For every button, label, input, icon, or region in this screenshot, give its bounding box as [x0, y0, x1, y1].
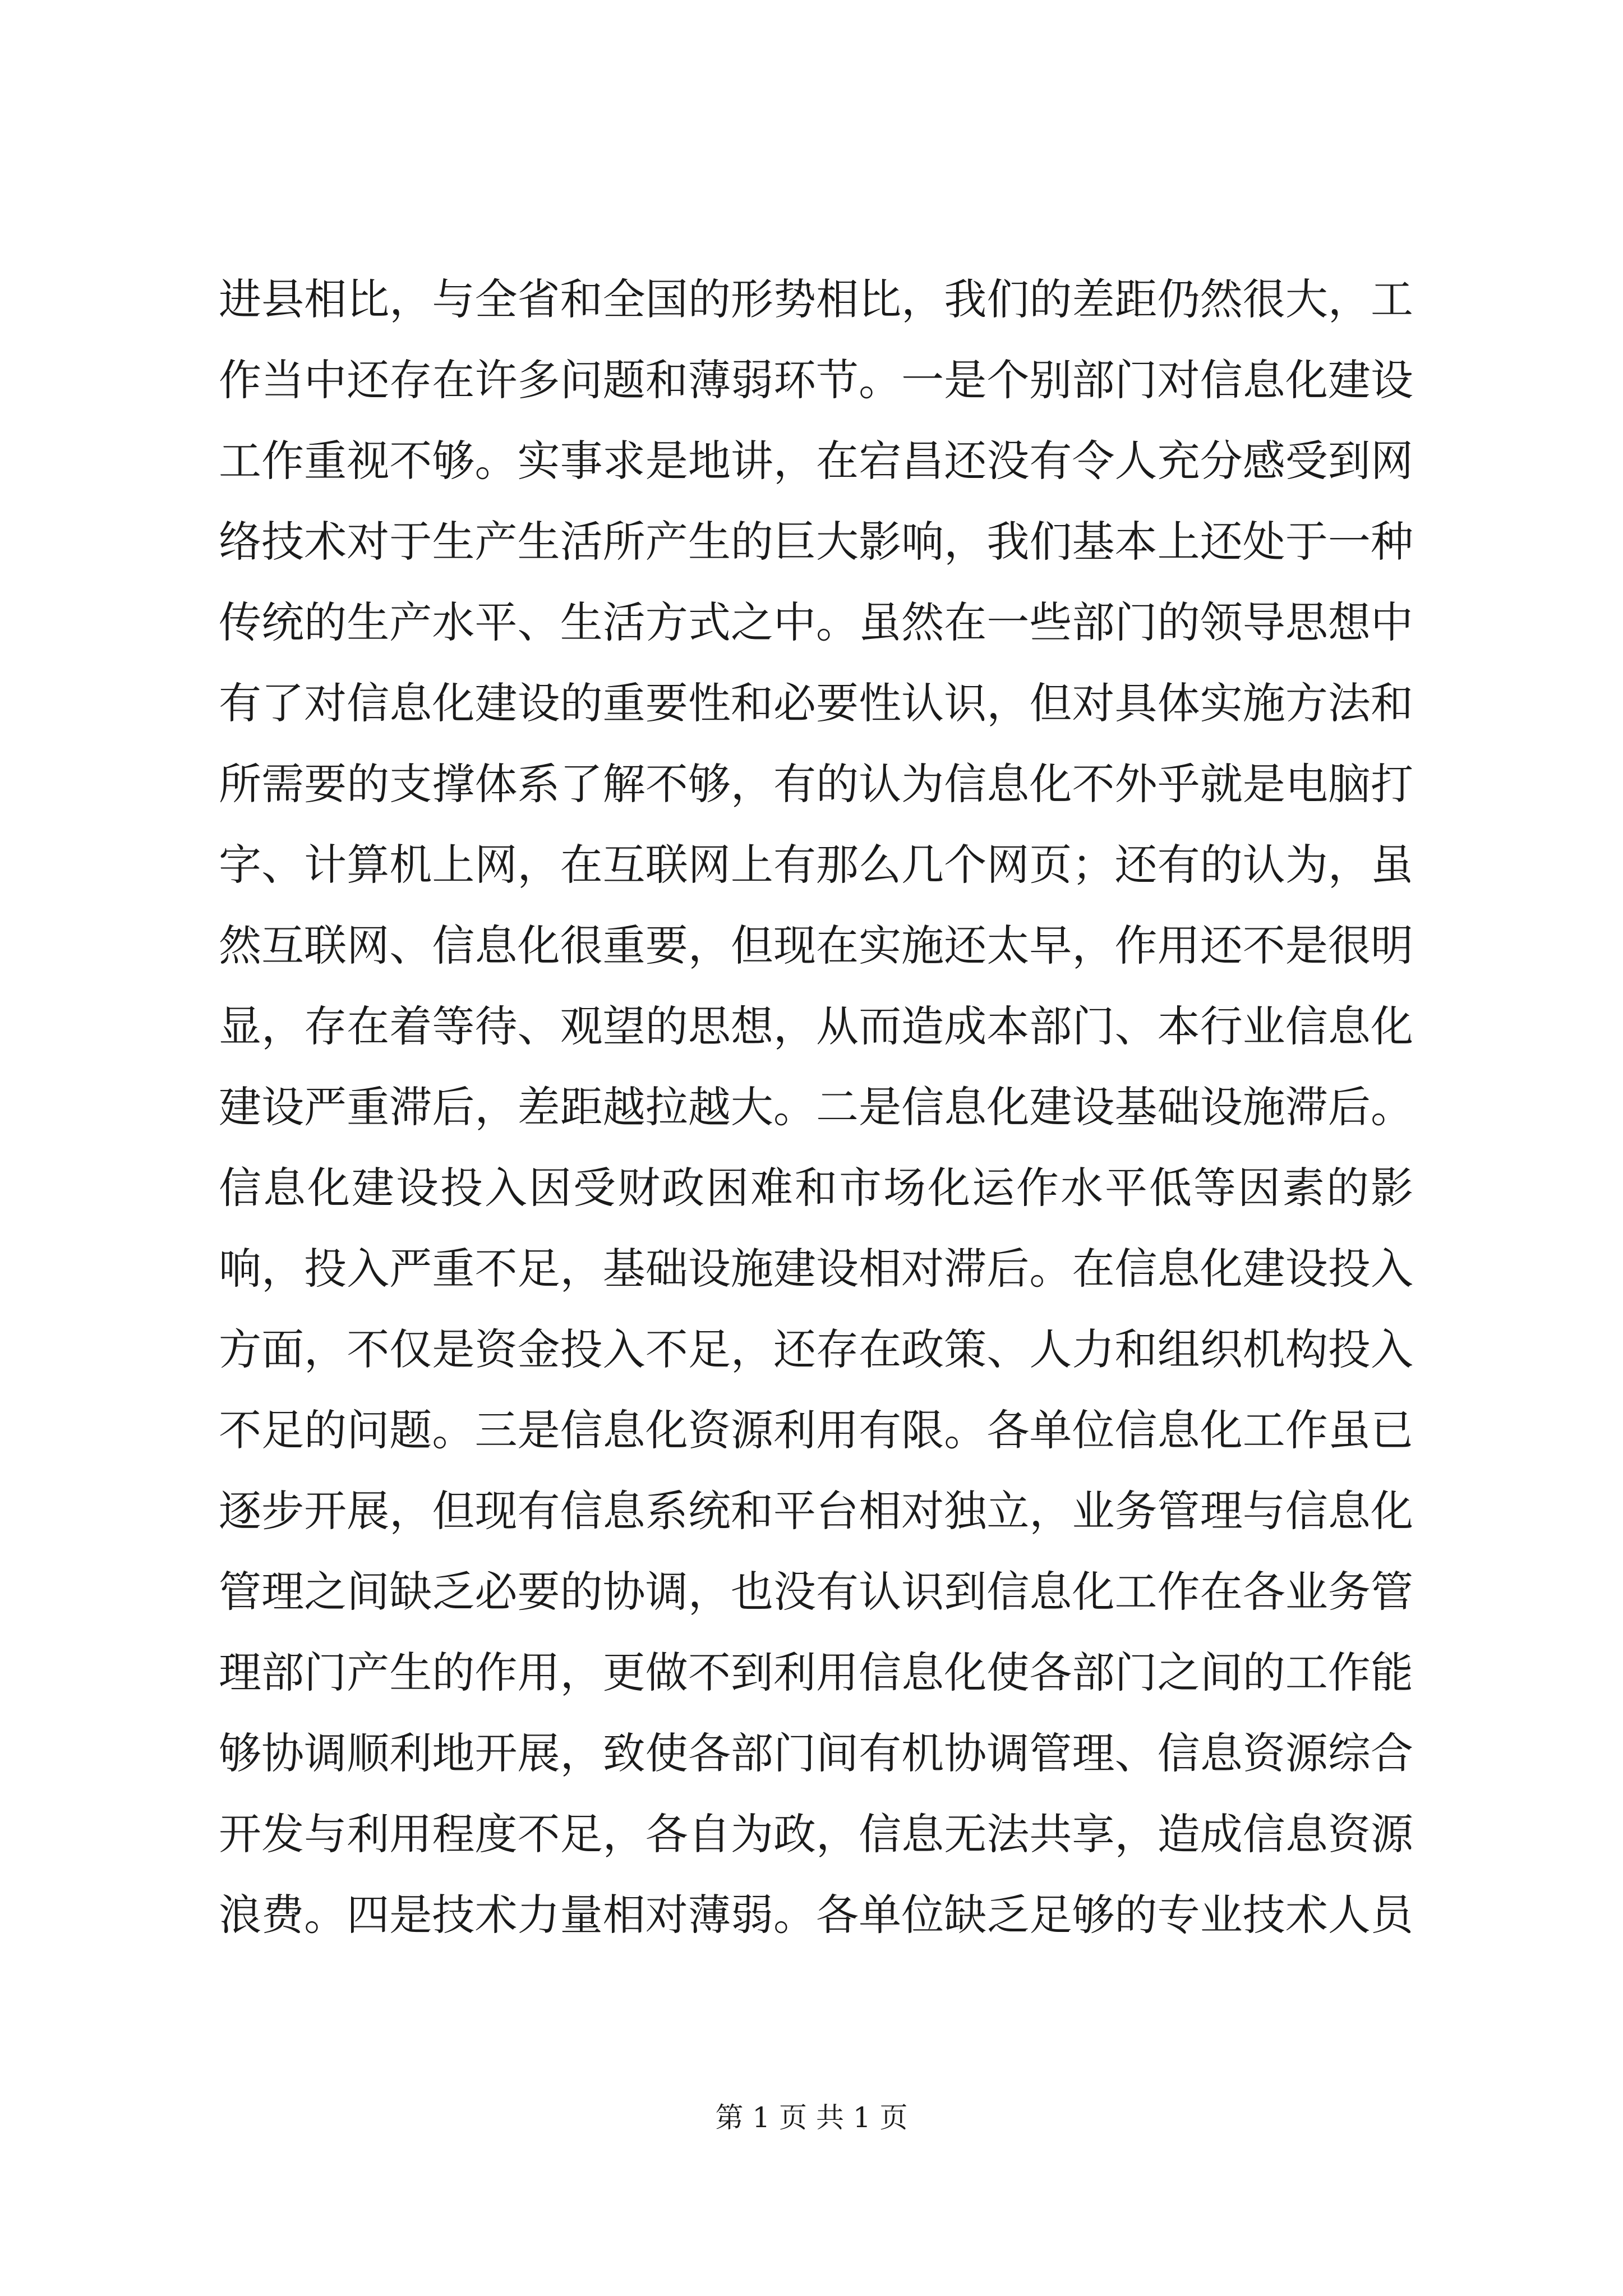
text-line: 够协调顺利地开展，致使各部门间有机协调管理、信息资源综合	[219, 1728, 1413, 1778]
text-line: 然互联网、信息化很重要，但现在实施还太早，作用还不是很明	[219, 921, 1413, 970]
text-line: 字、计算机上网，在互联网上有那么几个网页；还有的认为，虽	[219, 840, 1413, 890]
text-line: 作当中还存在许多问题和薄弱环节。一是个别部门对信息化建设	[219, 355, 1413, 405]
text-line: 传统的生产水平、生活方式之中。虽然在一些部门的领导思想中	[219, 597, 1413, 647]
text-line: 所需要的支撑体系了解不够，有的认为信息化不外乎就是电脑打	[219, 759, 1413, 809]
text-line: 逐步开展，但现有信息系统和平台相对独立，业务管理与信息化	[219, 1486, 1413, 1536]
text-line: 响，投入严重不足，基础设施建设相对滞后。在信息化建设投入	[219, 1244, 1413, 1294]
text-line: 建设严重滞后，差距越拉越大。二是信息化建设基础设施滞后。	[219, 1082, 1413, 1132]
text-line: 显，存在着等待、观望的思想，从而造成本部门、本行业信息化	[219, 1001, 1413, 1051]
page-footer: 第 1 页 共 1 页	[715, 2101, 908, 2134]
body-text	[219, 259, 1413, 1955]
text-line: 浪费。四是技术力量相对薄弱。各单位缺乏足够的专业技术人员	[219, 1890, 1413, 1940]
text-line: 理部门产生的作用，更做不到利用信息化使各部门之间的工作能	[219, 1648, 1413, 1697]
text-line: 信息化建设投入因受财政困难和市场化运作水平低等因素的影	[219, 1163, 1413, 1213]
text-line: 络技术对于生产生活所产生的巨大影响，我们基本上还处于一种	[219, 517, 1413, 567]
text-line: 管理之间缺乏必要的协调，也没有认识到信息化工作在各业务管	[219, 1567, 1413, 1617]
text-line: 进县相比，与全省和全国的形势相比，我们的差距仍然很大，工	[219, 274, 1413, 324]
text-line: 开发与利用程度不足，各自为政，信息无法共享，造成信息资源	[219, 1809, 1413, 1859]
text-line: 方面，不仅是资金投入不足，还存在政策、人力和组织机构投入	[219, 1324, 1413, 1374]
text-line: 工作重视不够。实事求是地讲，在宕昌还没有令人充分感受到网	[219, 436, 1413, 486]
text-line: 不足的问题。三是信息化资源利用有限。各单位信息化工作虽已	[219, 1405, 1413, 1455]
text-line: 有了对信息化建设的重要性和必要性认识，但对具体实施方法和	[219, 678, 1413, 728]
